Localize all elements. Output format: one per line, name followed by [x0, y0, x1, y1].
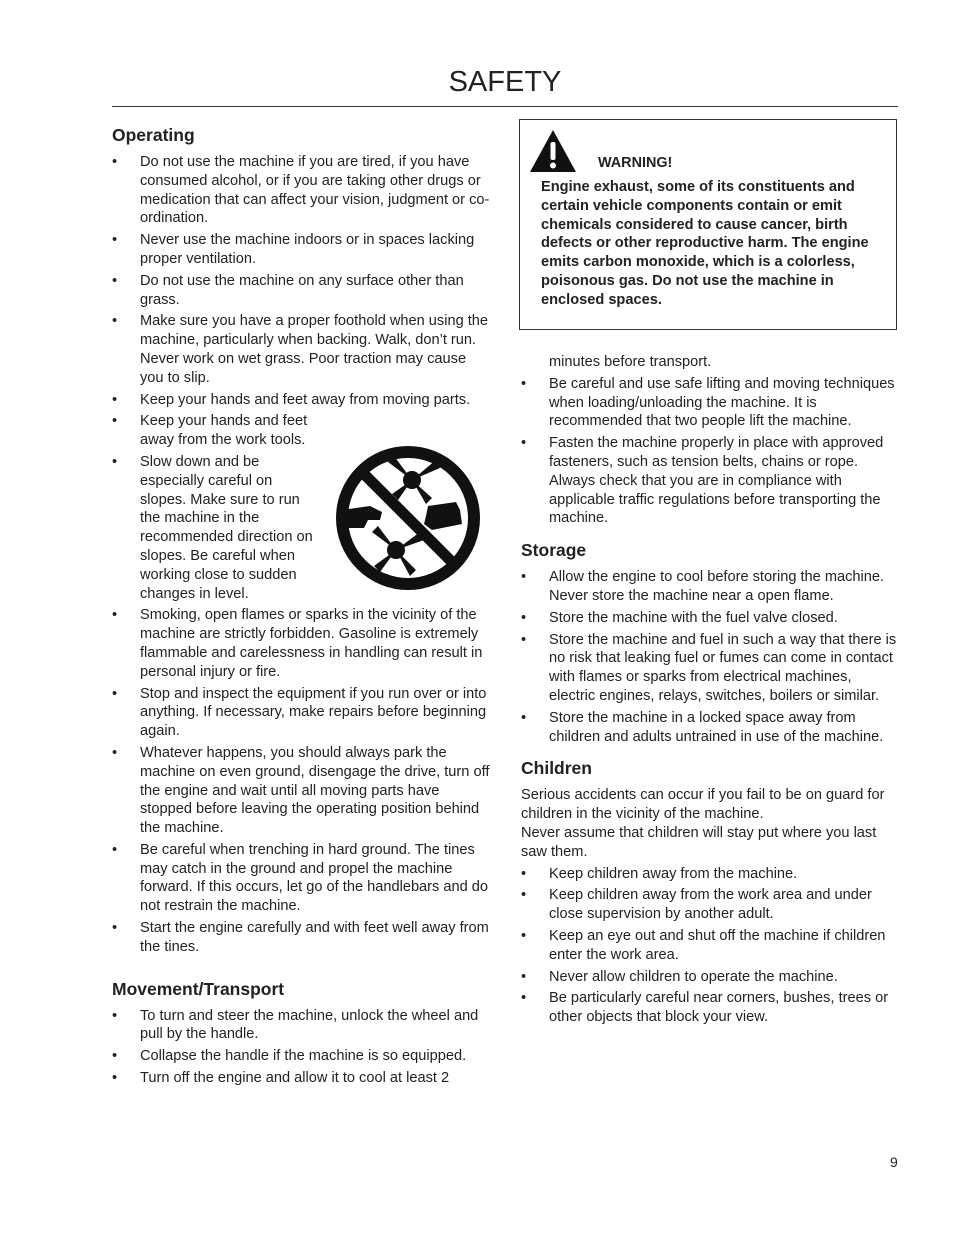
- list-item: • Keep children away from the machine.: [521, 865, 901, 884]
- list-item: • Smoking, open flames or sparks in the vicinity of the machine are strictly forbidden. Gasoline is extremely flammable and carelessness in handling can result in personal injury or fire.: [112, 606, 490, 681]
- list-item: • Store the machine and fuel in such a way that there is no risk that leaking fuel or fumes can come in contact with flames or sparks from electrical machines, electric engines, relays, switches, boilers or similar.: [521, 631, 901, 706]
- operating-heading: Operating: [112, 125, 195, 145]
- list-item: • Be particularly careful near corners, bushes, trees or other objects that block your view.: [521, 989, 901, 1027]
- list-item: • Fasten the machine properly in place with approved fasteners, such as tension belts, chains or rope. Always check that you are in compliance with applicable traffic regulations before transporting the machine.: [521, 434, 901, 528]
- children-list: [521, 865, 901, 1027]
- list-item: • Keep children away from the work area and under close supervision by another adult.: [521, 886, 901, 924]
- list-item: • Store the machine in a locked space away from children and adults untrained in use of the machine.: [521, 709, 901, 747]
- list-item: • Keep your hands and feet away from moving parts.: [112, 391, 490, 410]
- list-item: • Be careful when trenching in hard ground. The tines may catch in the ground and propel the machine forward. If this occurs, let go of the handlebars and do not restrain the machine.: [112, 841, 490, 916]
- list-item: • Allow the engine to cool before storing the machine. Never store the machine near a open flame.: [521, 568, 901, 606]
- list-item: • Make sure you have a proper foothold when using the machine, particularly when backing. Walk, don’t run. Never work on wet grass. Poor traction may cause you to slip.: [112, 312, 490, 387]
- list-item-continuation: minutes before transport.: [549, 354, 712, 370]
- no-hands-near-tines-icon: [328, 440, 488, 596]
- warning-text: Engine exhaust, some of its constituents and certain vehicle components contain or emit chemicals considered to cause cancer, birth defects or other reproductive harm. The engine emits carbon monoxide, which is a colorless, poisonous gas. Do not use the machine in enclosed spaces.: [541, 179, 869, 308]
- list-item: • To turn and steer the machine, unlock the wheel and pull by the handle.: [112, 1007, 490, 1045]
- list-item: • Be careful and use safe lifting and moving techniques when loading/unloading the machine. It is recommended that two people lift the machine.: [521, 375, 901, 431]
- page-number: 9: [890, 1154, 898, 1170]
- list-item: • Never use the machine indoors or in spaces lacking proper ventilation.: [112, 231, 490, 269]
- list-item: • Slow down and be especially careful on slopes. Make sure to run the machine in the recommended direction on slopes. Be careful when working close to sudden changes in level.: [112, 453, 490, 603]
- list-item: • Never allow children to operate the machine.: [521, 968, 901, 987]
- section-spacer: [521, 531, 901, 539]
- list-item: • Keep your hands and feet away from the work tools.: [112, 412, 490, 450]
- warning-label: WARNING!: [598, 155, 673, 171]
- list-item: • Stop and inspect the equipment if you run over or into anything. If necessary, make repairs before beginning again.: [112, 685, 490, 741]
- list-item: • Store the machine with the fuel valve closed.: [521, 609, 901, 628]
- movement-list: [112, 1007, 490, 1088]
- list-item: • Collapse the handle if the machine is so equipped.: [112, 1047, 490, 1066]
- section-spacer: [112, 960, 490, 978]
- children-intro: Never assume that children will stay put where you last saw them.: [521, 824, 877, 860]
- movement-list-continued: [521, 375, 901, 528]
- list-item: • Do not use the machine if you are tired, if you have consumed alcohol, or if you are taking other drugs or medication that can affect your vision, judgment or co-ordination.: [112, 153, 490, 228]
- children-intro: Serious accidents can occur if you fail to be on guard for children in the vicinity of the machine.: [521, 787, 885, 823]
- list-item: • Keep an eye out and shut off the machine if children enter the work area.: [521, 927, 901, 965]
- list-item: • Do not use the machine on any surface other than grass.: [112, 272, 490, 310]
- list-item: • Start the engine carefully and with feet well away from the tines.: [112, 919, 490, 957]
- section-spacer: [521, 749, 901, 757]
- title-divider: [112, 106, 898, 107]
- storage-list: [521, 568, 901, 746]
- storage-heading: Storage: [521, 540, 587, 561]
- warning-triangle-icon: [528, 128, 578, 174]
- movement-heading: Movement/Transport: [112, 978, 285, 999]
- left-column: [112, 124, 490, 1091]
- list-item: • Whatever happens, you should always park the machine on even ground, disengage the drive, turn off the engine and wait until all moving parts have stopped before leaving the operating position behind the machine.: [112, 744, 490, 838]
- children-heading: Children: [521, 758, 592, 779]
- page-title: SAFETY: [448, 66, 562, 98]
- warning-box: [519, 119, 897, 330]
- list-item: • Turn off the engine and allow it to cool at least 2: [112, 1069, 490, 1088]
- right-column: [521, 353, 901, 1030]
